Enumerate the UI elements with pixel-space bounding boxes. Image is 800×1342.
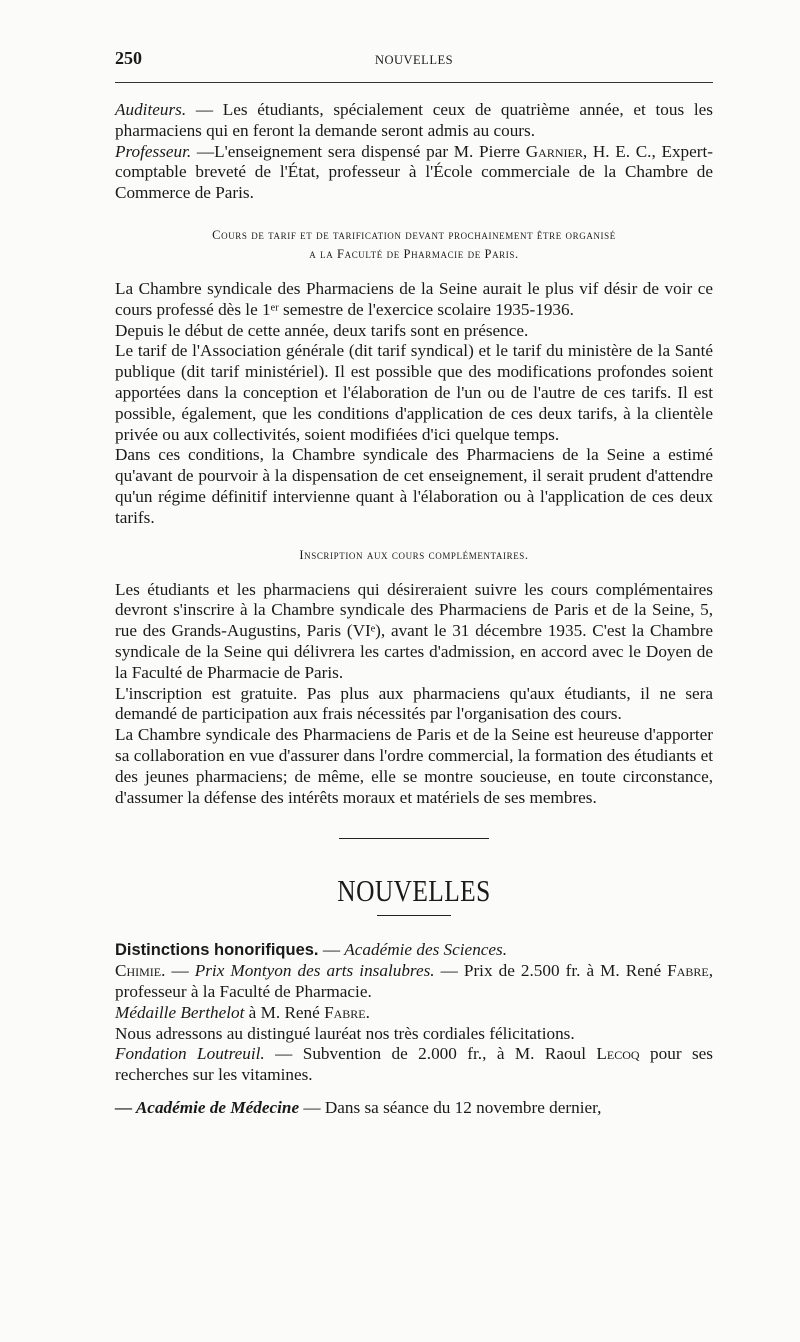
academie-medecine-paragraph xyxy=(115,1098,713,1119)
distinctions-paragraph xyxy=(115,940,713,961)
auditeurs-text: — Les étudiants, spécialement ceux de quatrième année, et tous les pharmaciens qui en feront la demande seront admis au cours. xyxy=(115,100,713,140)
distinctions-sep: — xyxy=(318,940,345,960)
medal-end: . xyxy=(365,1002,370,1022)
auditeurs-lead: Auditeurs. xyxy=(115,100,187,119)
distinctions-lead: Distinctions honorifiques. xyxy=(115,941,319,960)
professeur-text-b: , H. E. C., Expert-comptable breveté de l'État, professeur à l'École commerciale de la Chambre de Commerce de Paris. xyxy=(115,141,713,203)
chimie-text2: , professeur à la Faculté de Pharmacie. xyxy=(115,961,714,1001)
news-top-rule xyxy=(339,838,489,839)
fondation-paragraph xyxy=(115,1044,713,1086)
professeur-name: Garnier xyxy=(525,141,583,161)
inscription-paragraph-2: L'inscription est gratuite. Pas plus aux pharmaciens qu'aux étudiants, il ne sera demandé de participation aux frais nécessités par l'organisation des cours. xyxy=(115,683,713,724)
section-heading-tarif-line2: a la Faculté de Pharmacie de Paris. xyxy=(309,246,519,261)
fondation-text2: pour ses recherches sur les vitamines. xyxy=(115,1044,713,1085)
medal-text: à M. René xyxy=(244,1002,325,1022)
tarif-paragraph-3: Le tarif de l'Association générale (dit tarif syndical) et le tarif du ministère de la Santé publique (dit tarif ministériel). Il est possible que des modifications profondes soient apportées dans la conception et l'élaboration de l'un ou de l'autre de ces tarifs. Il est possible, également, que les conditions d'application de ces deux tarifs, à la clientèle privée ou aux collectivités, soient modifiées d'ici quelque temps. xyxy=(115,341,713,444)
fondation-label: Fondation Loutreuil. xyxy=(115,1044,265,1064)
congrats-paragraph: Nous adressons au distingué lauréat nos très cordiales félicitations. xyxy=(115,1023,575,1043)
professeur-lead: Professeur. xyxy=(115,141,192,161)
inscription-paragraph-3: La Chambre syndicale des Pharmaciens de Paris et de la Seine est heureuse d'apporter sa collaboration en vue d'assurer dans l'ordre commercial, la formation des étudiants et des jeunes pharmaciens; de même, elle se montre soucieuse, en toute circonstance, d'assumer la défense des intérêts moraux et matériels de ses membres. xyxy=(115,725,713,807)
page-body xyxy=(115,100,713,1119)
section-heading-tarif xyxy=(115,226,713,264)
header-rule xyxy=(115,82,713,83)
academie-medecine-text: — Dans sa séance du 12 novembre dernier, xyxy=(299,1097,602,1117)
running-title: NOUVELLES xyxy=(374,53,454,67)
page-number: 250 xyxy=(115,48,142,68)
fondation-name: Lecoq xyxy=(596,1044,640,1064)
section-heading-inscription-title: Inscription aux cours complémentaires. xyxy=(299,547,529,562)
tarif-paragraph-4: Dans ces conditions, la Chambre syndicale des Pharmaciens de la Seine a estimé qu'avant de pourvoir à la dispensation de cet enseignement, il serait prudent d'attendre qu'un régime définitif intervienne quant à l'élaboration ou à l'application de ces deux tarifs. xyxy=(115,445,713,527)
chimie-paragraph xyxy=(115,961,713,1003)
tarif-paragraph-1: La Chambre syndicale des Pharmaciens de la Seine aurait le plus vif désir de voir ce cours professé dès le 1ᵉʳ semestre de l'exercice scolaire 1935-1936. xyxy=(115,278,713,319)
academie-medecine-lead: — Académie de Médecine xyxy=(115,1097,300,1117)
tarif-paragraph-2: Depuis le début de cette année, deux tarifs sont en présence. xyxy=(115,320,529,340)
medal-paragraph xyxy=(115,1003,713,1024)
professeur-paragraph xyxy=(115,142,713,204)
chimie-name: Fabre xyxy=(667,961,709,981)
medal-name: Fabre xyxy=(324,1002,366,1022)
inscription-paragraph-1: Les étudiants et les pharmaciens qui désireraient suivre les cours complémentaires devront s'inscrire à la Chambre syndicale des Pharmaciens de Paris et de la Seine, 5, rue des Grands-Augustins, Paris (VIᵉ), avant le 31 décembre 1935. C'est la Chambre syndicale de la Seine qui délivrera les cartes d'admission, en accord avec le Doyen de la Faculté de Pharmacie de Paris. xyxy=(115,579,713,682)
chimie-label: Chimie. xyxy=(115,961,166,981)
news-title: NOUVELLES xyxy=(337,873,491,909)
distinctions-academy: Académie des Sciences. xyxy=(344,940,508,960)
section-heading-tarif-line1: Cours de tarif et de tarification devant prochainement être organisé xyxy=(212,227,616,242)
section-heading-inscription xyxy=(115,546,713,565)
auditeurs-paragraph xyxy=(115,100,713,142)
chimie-sep: — xyxy=(165,961,195,981)
chimie-prize: Prix Montyon des arts insalubres. xyxy=(194,961,435,981)
chimie-text: — Prix de 2.500 fr. à M. René xyxy=(434,961,668,981)
page-header xyxy=(115,48,713,72)
fondation-text: — Subvention de 2.000 fr., à M. Raoul xyxy=(264,1044,597,1064)
medal-label: Médaille Berthelot xyxy=(115,1002,245,1022)
professeur-text-a: —L'enseignement sera dispensé par M. Pierre xyxy=(191,141,526,161)
